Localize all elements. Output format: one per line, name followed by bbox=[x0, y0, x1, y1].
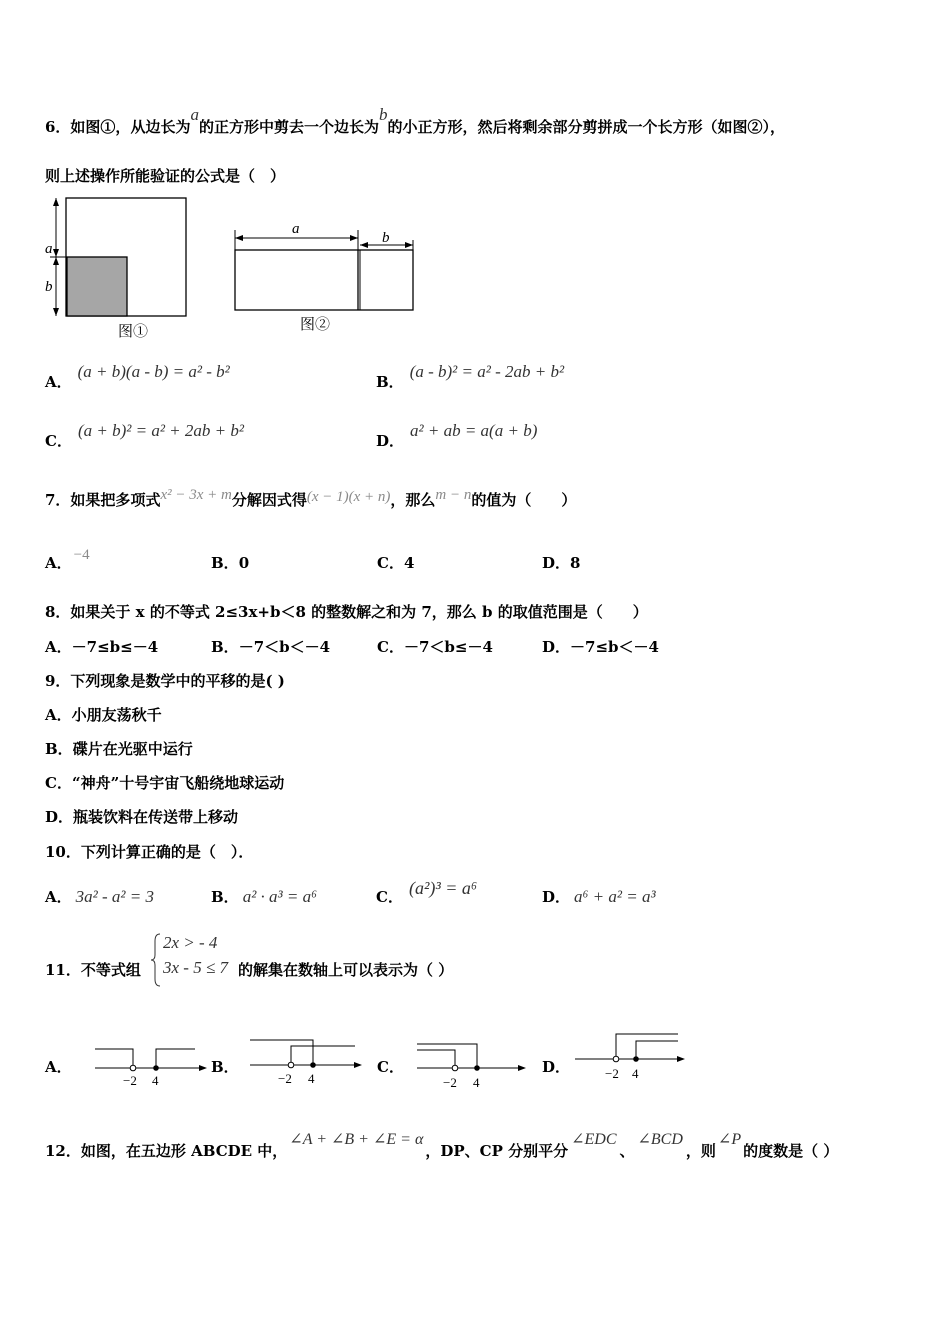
q6-figure-1 bbox=[38, 193, 198, 343]
q10-option-a[interactable] bbox=[45, 886, 154, 907]
q8-option-b-label: B． bbox=[211, 638, 239, 656]
q6-option-b-formula: (a - b)² = a² - 2ab + b² bbox=[409, 362, 565, 381]
q9-option-d-label: D． bbox=[45, 808, 74, 826]
q11-option-d[interactable] bbox=[542, 1056, 570, 1077]
q8-option-d[interactable] bbox=[542, 636, 659, 657]
q11-number-line-d[interactable] bbox=[572, 1028, 692, 1086]
q11-a-tick-minus2: −2 bbox=[123, 1073, 137, 1088]
q6-option-c-formula: (a + b)² = a² + 2ab + b² bbox=[77, 421, 244, 440]
q6-line1 bbox=[45, 105, 785, 137]
q6-option-c[interactable] bbox=[45, 420, 244, 450]
q7-text-mid2: ，那么 bbox=[390, 491, 436, 509]
q11-suffix: 的解集在数轴上可以表示为（ ） bbox=[238, 961, 454, 979]
q11-option-c[interactable] bbox=[377, 1056, 404, 1077]
q7-option-d[interactable] bbox=[542, 552, 580, 573]
q8-option-b[interactable] bbox=[211, 636, 330, 657]
q7-text-post: 的值为（ ） bbox=[471, 491, 577, 509]
q6-option-b[interactable] bbox=[376, 361, 565, 391]
q11-option-a[interactable] bbox=[45, 1056, 72, 1077]
q10-option-c[interactable] bbox=[376, 878, 478, 906]
q10-option-a-formula: 3a² - a² = 3 bbox=[75, 887, 154, 906]
q9-option-b-label: B． bbox=[45, 740, 73, 758]
q8-option-d-value: －7≤b＜－4 bbox=[570, 638, 659, 656]
q11-d-tick-minus2: −2 bbox=[605, 1066, 619, 1081]
q8-option-c[interactable] bbox=[377, 636, 493, 657]
q11-d-tick-4: 4 bbox=[632, 1066, 639, 1081]
q11-c-tick-4: 4 bbox=[473, 1075, 480, 1090]
q7-line bbox=[45, 489, 576, 510]
q10-option-d[interactable] bbox=[542, 886, 656, 907]
q6-option-a-formula: (a + b)(a - b) = a² - b² bbox=[77, 362, 230, 381]
q7-option-b[interactable] bbox=[211, 552, 249, 573]
q9-option-a-label: A． bbox=[45, 706, 72, 724]
q8-option-d-label: D． bbox=[542, 638, 571, 656]
fig2-caption: 图② bbox=[300, 317, 331, 333]
fig2-rectangle bbox=[235, 250, 413, 310]
q10-option-c-label: C． bbox=[376, 888, 403, 906]
q11-inequality-1: 2x > - 4 bbox=[163, 933, 218, 952]
q7-option-a-value: −4 bbox=[73, 547, 90, 563]
q12-text-pre: 12．如图，在五边形 ABCDE 中， bbox=[45, 1142, 288, 1160]
q7-text-pre: 7．如果把多项式 bbox=[45, 491, 161, 509]
q9-option-b-value: 碟片在光驱中运行 bbox=[72, 740, 193, 758]
q7-expression: m − n bbox=[435, 487, 472, 503]
fig1-caption: 图① bbox=[118, 324, 149, 340]
q9-option-b[interactable] bbox=[45, 738, 193, 759]
q11-number-line-b[interactable] bbox=[245, 1032, 365, 1088]
fig1-label-b: b bbox=[45, 279, 53, 295]
q6-option-c-label: C． bbox=[45, 432, 72, 450]
q12-text-mid: ，DP、CP 分别平分 bbox=[425, 1142, 569, 1160]
q9-option-c-value: “神舟”十号宇宙飞船绕地球运动 bbox=[71, 774, 285, 792]
q11-option-a-label: A． bbox=[45, 1058, 72, 1076]
q11-number-line-a[interactable] bbox=[90, 1040, 210, 1090]
q6-text-post: 的小正方形，然后将剩余部分剪拼成一个长方形（如图②）， bbox=[387, 118, 785, 136]
q8-text: 8．如果关于 x 的不等式 2≤3x+b＜8 的整数解之和为 7，那么 b 的取值范围是（ ） bbox=[45, 603, 648, 621]
q6-text-mid: 的正方形中剪去一个边长为 bbox=[198, 118, 379, 136]
q8-option-c-value: －7＜b≤－4 bbox=[403, 638, 493, 656]
q8-option-a[interactable] bbox=[45, 636, 158, 657]
q12-angle-edc: ∠EDC bbox=[571, 1131, 617, 1148]
q12-line bbox=[45, 1131, 839, 1161]
q6-figure-2 bbox=[228, 218, 428, 338]
q7-option-c-label: C． bbox=[377, 554, 404, 572]
q10-option-c-formula: (a²)³ = a⁶ bbox=[408, 878, 478, 898]
q6-line2: 则上述操作所能验证的公式是（ ） bbox=[45, 167, 286, 185]
q10-option-d-formula: a⁶ + a² = a³ bbox=[574, 887, 656, 906]
fig2-label-a: a bbox=[292, 221, 300, 237]
q11-option-d-label: D． bbox=[542, 1058, 571, 1076]
q10-option-b-label: B． bbox=[211, 888, 239, 906]
q7-factored: (x − 1)(x + n) bbox=[306, 489, 391, 505]
q11-a-tick-4: 4 bbox=[152, 1073, 159, 1088]
q10-option-a-label: A． bbox=[45, 888, 72, 906]
q11-inequality-2: 3x - 5 ≤ 7 bbox=[163, 958, 229, 977]
q11-b-tick-minus2: −2 bbox=[278, 1071, 292, 1086]
q8-option-a-value: －7≤b≤－4 bbox=[71, 638, 159, 656]
q7-option-c[interactable] bbox=[377, 552, 414, 573]
q11-brace-icon bbox=[150, 933, 162, 987]
q9-option-d-value: 瓶装饮料在传送带上移动 bbox=[73, 808, 239, 826]
q6-text-pre: 6．如图①，从边长为 bbox=[45, 118, 191, 136]
q8-option-b-value: －7＜b＜－4 bbox=[238, 638, 331, 656]
q7-option-c-value: 4 bbox=[403, 554, 415, 572]
q6-var-a: a bbox=[190, 105, 199, 124]
q7-polynomial: x² − 3x + m bbox=[160, 487, 232, 503]
q6-option-d-formula: a² + ab = a(a + b) bbox=[410, 421, 538, 440]
q12-text-post: 的度数是（ ） bbox=[743, 1142, 839, 1160]
q9-text: 9．下列现象是数学中的平移的是( ) bbox=[45, 672, 285, 690]
q6-option-a-label: A． bbox=[45, 373, 72, 391]
q10-option-d-label: D． bbox=[542, 888, 571, 906]
q8-option-c-label: C． bbox=[377, 638, 404, 656]
q7-option-d-value: 8 bbox=[570, 554, 581, 572]
q6-option-a[interactable] bbox=[45, 361, 230, 391]
q7-option-b-value: 0 bbox=[238, 554, 250, 572]
fig1-small-square bbox=[67, 257, 127, 316]
q10-text: 10．下列计算正确的是（ ）． bbox=[45, 843, 254, 861]
q6-option-d[interactable] bbox=[376, 420, 538, 450]
q7-option-a-label: A． bbox=[45, 554, 72, 572]
q11-option-b-label: B． bbox=[211, 1058, 239, 1076]
q6-option-b-label: B． bbox=[376, 373, 404, 391]
q9-option-c[interactable] bbox=[45, 772, 284, 793]
q11-number-line-c[interactable] bbox=[412, 1036, 532, 1092]
q9-option-c-label: C． bbox=[45, 774, 72, 792]
q9-option-a[interactable] bbox=[45, 704, 162, 725]
q11-option-b[interactable] bbox=[211, 1056, 239, 1077]
q11-option-c-label: C． bbox=[377, 1058, 404, 1076]
q9-option-a-value: 小朋友荡秋千 bbox=[71, 706, 162, 724]
q11-prefix: 11．不等式组 bbox=[45, 961, 141, 979]
q10-option-b-formula: a² · a³ = a⁶ bbox=[242, 887, 318, 906]
q6-var-b: b bbox=[378, 105, 388, 124]
fig2-label-b: b bbox=[382, 230, 390, 246]
q7-option-a[interactable] bbox=[45, 547, 90, 573]
q10-option-b[interactable] bbox=[211, 886, 317, 907]
q7-option-d-label: D． bbox=[542, 554, 571, 572]
q12-text-mid2: ，则 bbox=[685, 1142, 716, 1160]
q8-option-a-label: A． bbox=[45, 638, 72, 656]
q11-c-tick-minus2: −2 bbox=[443, 1075, 457, 1090]
q9-option-d[interactable] bbox=[45, 806, 238, 827]
q7-option-b-label: B． bbox=[211, 554, 239, 572]
q6-option-d-label: D． bbox=[376, 432, 405, 450]
q7-text-mid: 分解因式得 bbox=[231, 491, 307, 509]
q12-condition: ∠A + ∠B + ∠E = α bbox=[289, 1131, 424, 1148]
q11-b-tick-4: 4 bbox=[308, 1071, 315, 1086]
q12-angle-bcd: ∠BCD bbox=[637, 1131, 683, 1148]
fig1-label-a: a bbox=[45, 241, 53, 257]
q12-separator: 、 bbox=[619, 1142, 635, 1160]
q12-angle-p: ∠P bbox=[717, 1131, 742, 1148]
